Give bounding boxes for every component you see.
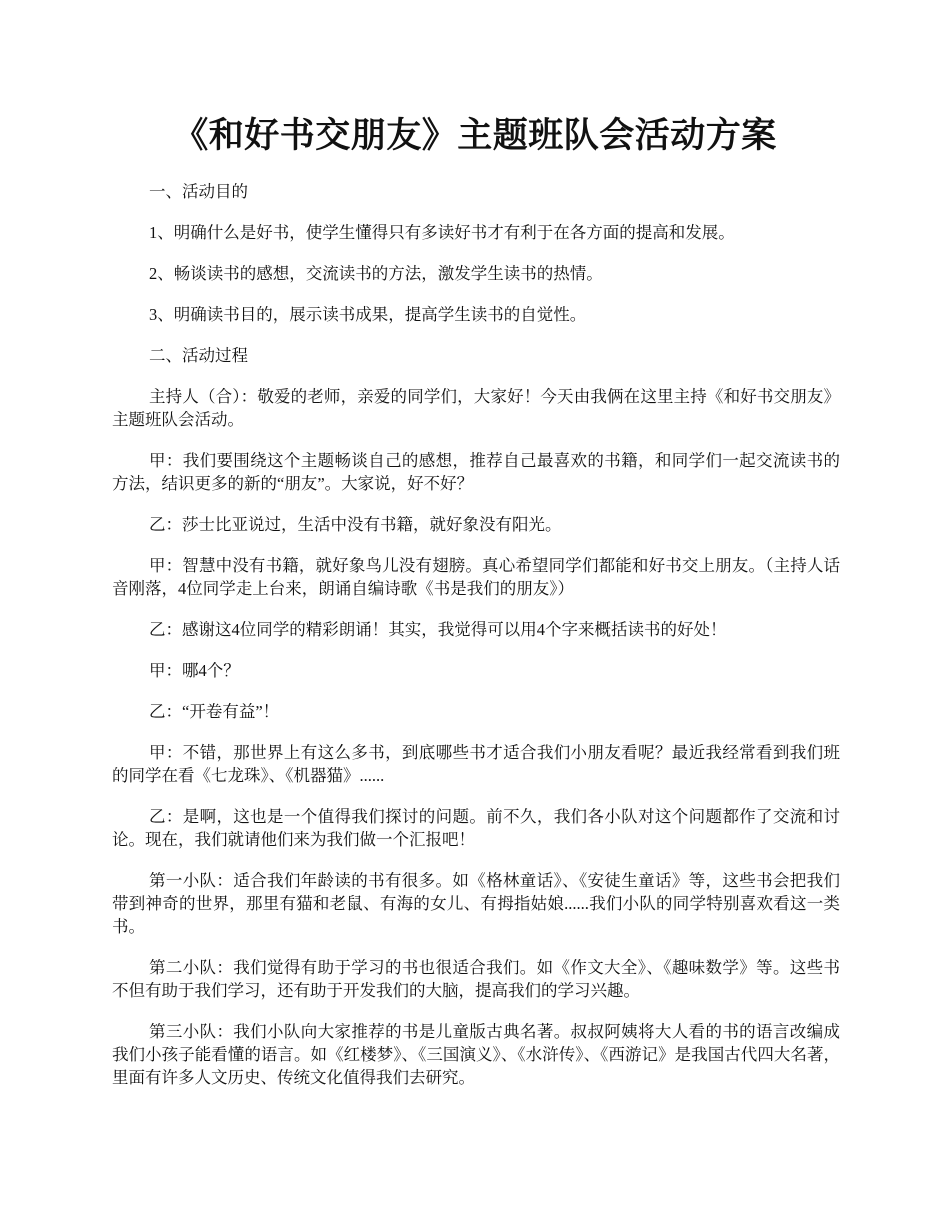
dialogue-paragraph: 甲：哪4个？	[149, 661, 240, 680]
team-report-paragraph: 第三小队：我们小队向大家推荐的书是儿童版古典名著。叔叔阿姨将大人看的书的语言改编成我们小孩子能看懂的语言。如《红楼梦》、《三国演义》、《水浒传》、《西游记》是我国古代四大名著，里面有许多人文历史、传统文化值得我们去研究。	[112, 1022, 840, 1087]
dialogue-paragraph: 甲：智慧中没有书籍，就好象鸟儿没有翅膀。真心希望同学们都能和好书交上朋友。（主持人话音刚落，4位同学走上台来，朗诵自编诗歌《书是我们的朋友》）	[112, 556, 840, 598]
section-heading-process: 二、活动过程	[149, 346, 248, 365]
dialogue-paragraph: 乙：感谢这4位同学的精彩朗诵！其实，我觉得可以用4个字来概括读书的好处！	[149, 620, 727, 639]
dialogue-paragraph: 乙：“开卷有益”！	[149, 702, 280, 721]
dialogue-paragraph: 主持人（合）：敬爱的老师，亲爱的同学们，大家好！今天由我俩在这里主持《和好书交朋友》主题班队会活动。	[112, 387, 840, 429]
document-body	[112, 180, 840, 1107]
document-title: 《和好书交朋友》主题班队会活动方案	[173, 116, 777, 155]
purpose-item-1: 1、明确什么是好书，使学生懂得只有多读好书才有利于在各方面的提高和发展。	[149, 223, 735, 242]
team-report-paragraph: 第二小队：我们觉得有助于学习的书也很适合我们。如《作文大全》、《趣味数学》等。这些书不但有助于我们学习，还有助于开发我们的大脑，提高我们的学习兴趣。	[112, 958, 840, 1000]
dialogue-paragraph: 甲：不错，那世界上有这么多书，到底哪些书才适合我们小朋友看呢？最近我经常看到我们班的同学在看《七龙珠》、《机器猫》......	[112, 743, 840, 785]
dialogue-paragraph: 甲：我们要围绕这个主题畅谈自己的感想，推荐自己最喜欢的书籍，和同学们一起交流读书的方法，结识更多的新的“朋友”。大家说，好不好？	[112, 451, 840, 493]
dialogue-paragraph: 乙：是啊，这也是一个值得我们探讨的问题。前不久，我们各小队对这个问题都作了交流和讨论。现在，我们就请他们来为我们做一个汇报吧！	[112, 807, 840, 849]
purpose-item-3: 3、明确读书目的，展示读书成果，提高学生读书的自觉性。	[149, 305, 587, 324]
dialogue-paragraph: 乙：莎士比亚说过，生活中没有书籍，就好象没有阳光。	[149, 515, 562, 534]
purpose-item-2: 2、畅谈读书的感想，交流读书的方法，激发学生读书的热情。	[149, 264, 603, 283]
section-heading-purpose: 一、活动目的	[149, 182, 248, 201]
team-report-paragraph: 第一小队：适合我们年龄读的书有很多。如《格林童话》、《安徒生童话》等，这些书会把我们带到神奇的世界，那里有猫和老鼠、有海的女儿、有拇指姑娘......我们小队的同学特别喜欢看这一类书。	[112, 871, 840, 936]
